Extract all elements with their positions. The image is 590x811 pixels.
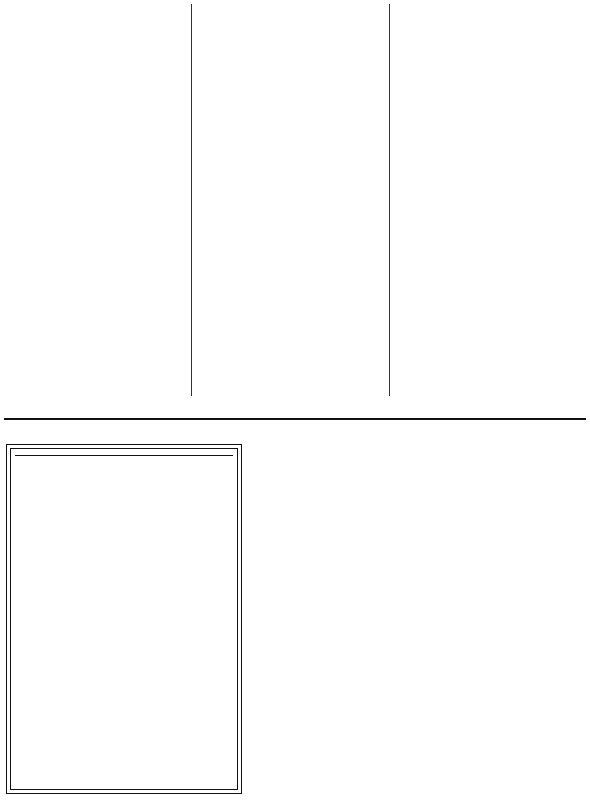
article-column-middle (200, 4, 390, 396)
article-column-left (0, 4, 192, 396)
bottom-article-column (248, 428, 586, 807)
section-divider (4, 418, 586, 420)
notice-title (15, 455, 233, 456)
notice-box (6, 444, 242, 794)
article-column-right (406, 4, 586, 396)
newspaper-page (4, 4, 586, 807)
